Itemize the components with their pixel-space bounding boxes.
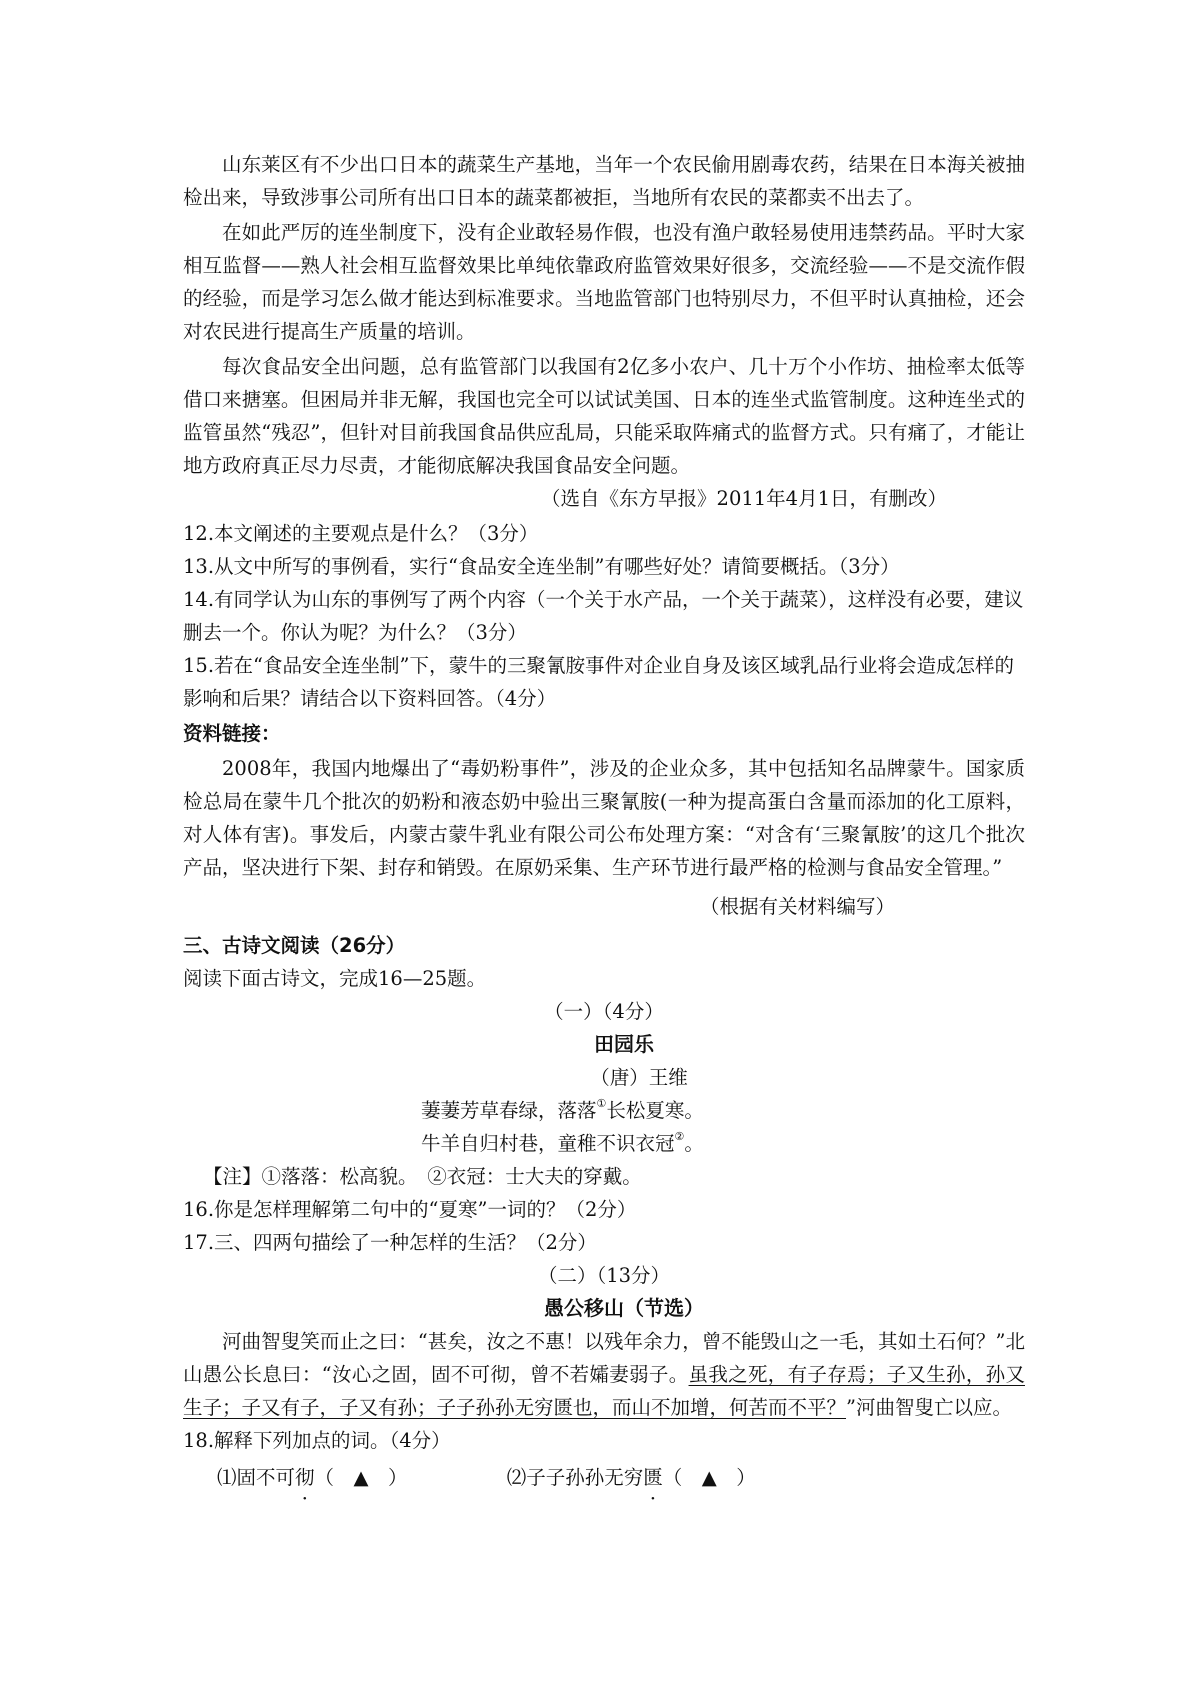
question-16: 16.你是怎样理解第二句中的“夏寒”一词的？（2分） — [183, 1198, 637, 1221]
poem-author: （唐）王维 — [590, 1066, 688, 1089]
prose-title: 愚公移山（节选） — [544, 1296, 704, 1320]
footnote-2-marker: ② — [674, 1130, 685, 1143]
part-1-heading: （一）（4分） — [544, 1000, 664, 1023]
material-source: （根据有关材料编写） — [699, 895, 895, 918]
dotted-char-2: 匮 — [643, 1466, 663, 1489]
question-13: 13.从文中所写的事例看，实行“食品安全连坐制”有哪些好处？请简要概括。（3分） — [183, 555, 900, 578]
article-paragraph-3: 每次食品安全出问题，总有监管部门以我国有2亿多小农户、几十万个小作坊、抽检率太低等借口来搪塞。但困局并非无解，我国也完全可以试试美国、日本的连坐式监管制度。这种连坐式的监管虽然“残忍”，但针对目前我国食品供应乱局，只能采取阵痛式的监督方式。只有痛了，才能让地方政府真正尽力尽责，才能彻底解决我国食品安全问题。 — [183, 355, 1025, 477]
question-17: 17.三、四两句描绘了一种怎样的生活？（2分） — [183, 1231, 597, 1254]
poem-line-1: 萋萋芳草春绿，落落①长松夏寒。 — [421, 1097, 704, 1122]
underlined-sentence: 虽我之死，有子存焉；子又生孙，孙又生子；子又有子，子又有孙；子子孙孙无穷匮也，而山不加增，何苦而不平？ — [183, 1363, 1025, 1419]
question-18: 18.解释下列加点的词。（4分） — [183, 1429, 451, 1452]
article-paragraph-2: 在如此严厉的连坐制度下，没有企业敢轻易作假，也没有渔户敢轻易使用违禁药品。平时大家相互监督——熟人社会相互监督效果比单纯依靠政府监管效果好很多，交流经验——不是交流作假的经验，而是学习怎么做才能达到标准要求。当地监管部门也特别尽力，不但平时认真抽检，还会对农民进行提高生产质量的培训。 — [183, 221, 1025, 343]
material-body: 2008年，我国内地爆出了“毒奶粉事件”，涉及的企业众多，其中包括知名品牌蒙牛。国家质检总局在蒙牛几个批次的奶粉和液态奶中验出三聚氰胺(一种为提高蛋白含量而添加的化工原料，对人体有害)。事发后，内蒙古蒙牛乳业有限公司公布处理方案：“对含有‘三聚氰胺’的这几个批次产品，坚决进行下架、封存和销毁。在原奶采集、生产环节进行最严格的检测与食品安全管理。” — [183, 757, 1025, 879]
footnote-1-marker: ① — [596, 1097, 607, 1110]
section-3-intro: 阅读下面古诗文，完成16—25题。 — [183, 967, 487, 990]
prose-passage: 河曲智叟笑而止之曰：“甚矣，汝之不惠！以残年余力，曾不能毁山之一毛，其如土石何？”北山愚公长息曰：“汝心之固，固不可彻，曾不若孀妻弱子。虽我之死，有子存焉；子又生孙，孙又生子；子又有子，子又有孙；子子孙孙无穷匮也，而山不加增，何苦而不平？”河曲智叟亡以应。 — [183, 1330, 1025, 1419]
question-14: 14.有同学认为山东的事例写了两个内容（一个关于水产品，一个关于蔬菜），这样没有必要，建议删去一个。你认为呢？为什么？（3分） — [183, 588, 1024, 644]
blank-2: ⑵子子孙孙无穷匮（ ▲ ） — [506, 1466, 756, 1489]
poem-note: 【注】①落落：松高貌。 ②衣冠：士大夫的穿戴。 — [203, 1165, 642, 1188]
poem-line-2: 牛羊自归村巷，童稚不识衣冠②。 — [421, 1130, 704, 1155]
part-2-heading: （二）（13分） — [537, 1264, 671, 1287]
dotted-char-1: 彻 — [295, 1466, 315, 1489]
article-source: （选自《东方早报》2011年4月1日，有删改） — [541, 487, 947, 510]
material-heading: 资料链接： — [183, 722, 281, 745]
article-paragraph-1: 山东莱区有不少出口日本的蔬菜生产基地，当年一个农民偷用剧毒农药，结果在日本海关被抽检出来，导致涉事公司所有出口日本的蔬菜都被拒，当地所有农民的菜都卖不出去了。 — [183, 153, 1025, 209]
blank-1: ⑴固不可彻（ ▲ ） — [217, 1466, 408, 1489]
question-12: 12.本文阐述的主要观点是什么？（3分） — [183, 522, 539, 545]
section-3-heading: 三、古诗文阅读（26分） — [183, 934, 406, 957]
question-18-blanks — [183, 1461, 1025, 1494]
exam-page — [183, 148, 1025, 1494]
question-15: 15.若在“食品安全连坐制”下，蒙牛的三聚氰胺事件对企业自身及该区域乳品行业将会造成怎样的影响和后果？请结合以下资料回答。（4分） — [183, 654, 1014, 710]
poem-title: 田园乐 — [594, 1032, 654, 1056]
